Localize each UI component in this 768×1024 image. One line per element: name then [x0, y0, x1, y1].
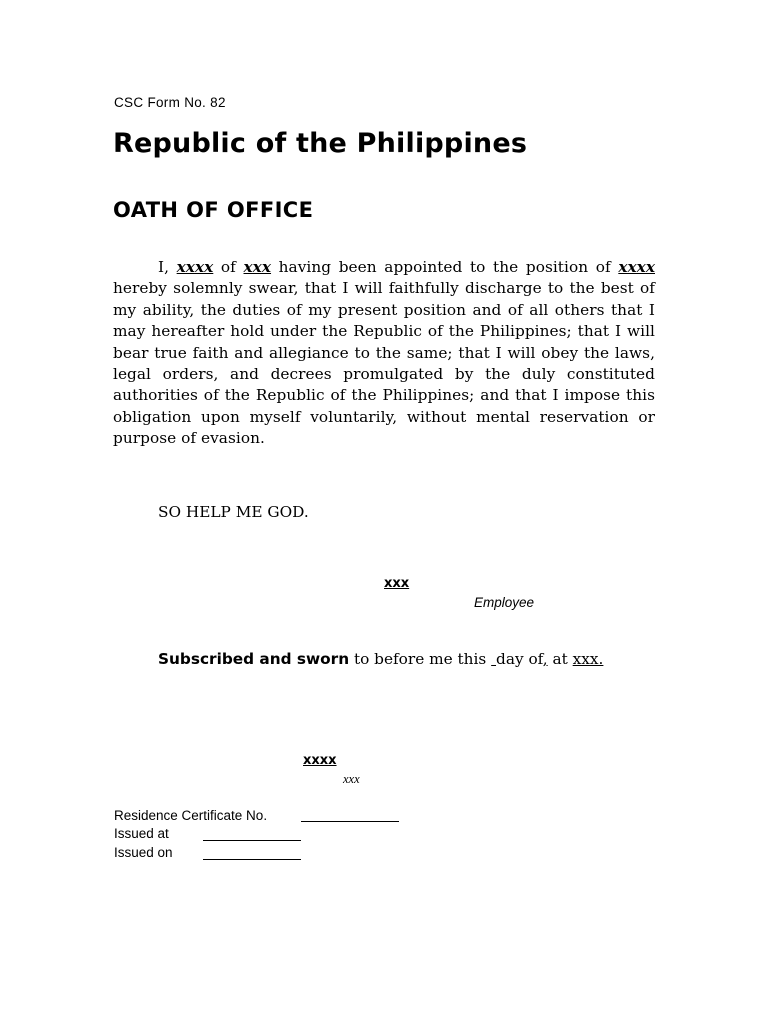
- oath-of: of: [213, 258, 244, 276]
- oath-intro: I,: [158, 258, 177, 276]
- country-heading: Republic of the Philippines: [113, 128, 528, 159]
- jurat-comma: ,: [542, 650, 548, 668]
- issued-at-row: [114, 825, 169, 843]
- issued-on-label: Issued on: [114, 845, 173, 860]
- residence-cert-label: Residence Certificate No.: [114, 808, 268, 823]
- form-number: CSC Form No. 82: [114, 95, 226, 110]
- issued-at-blank: [203, 827, 301, 841]
- officer-signature-name: xxxx: [303, 753, 337, 768]
- oath-appointed: having been appointed to the position of: [271, 258, 619, 276]
- jurat-line: [158, 650, 603, 668]
- jurat-text: to before me this: [349, 650, 492, 668]
- residence-cert-blank: [301, 808, 399, 822]
- oath-position-field: xxxx: [618, 258, 655, 276]
- issued-on-blank: [203, 846, 301, 860]
- oath-place-field: xxx: [243, 258, 272, 276]
- jurat-day-of: day of: [496, 650, 543, 668]
- oath-name-field: xxxx: [176, 258, 214, 276]
- oath-title: OATH OF OFFICE: [113, 198, 314, 222]
- closing-line: SO HELP ME GOD.: [158, 503, 309, 521]
- issued-at-label: Issued at: [114, 826, 169, 841]
- jurat-place: xxx.: [572, 650, 604, 668]
- issued-on-row: [114, 844, 173, 862]
- oath-text: hereby solemnly swear, that I will faithfully discharge to the best of my ability, the duties of my present position and of all others that I may hereafter hold under the Republic of the Philippines; that I will bear true faith and allegiance to the same; that I will obey the laws, legal orders, and decrees promulgated by the duly constituted authorities of the Republic of the Philippines; and that I impose this obligation upon myself voluntarily, without mental reservation or purpose of evasion.: [113, 279, 655, 448]
- jurat-bold: Subscribed and sworn: [158, 650, 350, 668]
- oath-paragraph: [113, 257, 655, 450]
- employee-signature-name: xxx: [384, 576, 410, 591]
- employee-signature-role: Employee: [474, 595, 535, 610]
- jurat-at: at: [547, 650, 573, 668]
- residence-cert-row: [114, 807, 267, 825]
- officer-signature-role: xxx: [343, 772, 360, 786]
